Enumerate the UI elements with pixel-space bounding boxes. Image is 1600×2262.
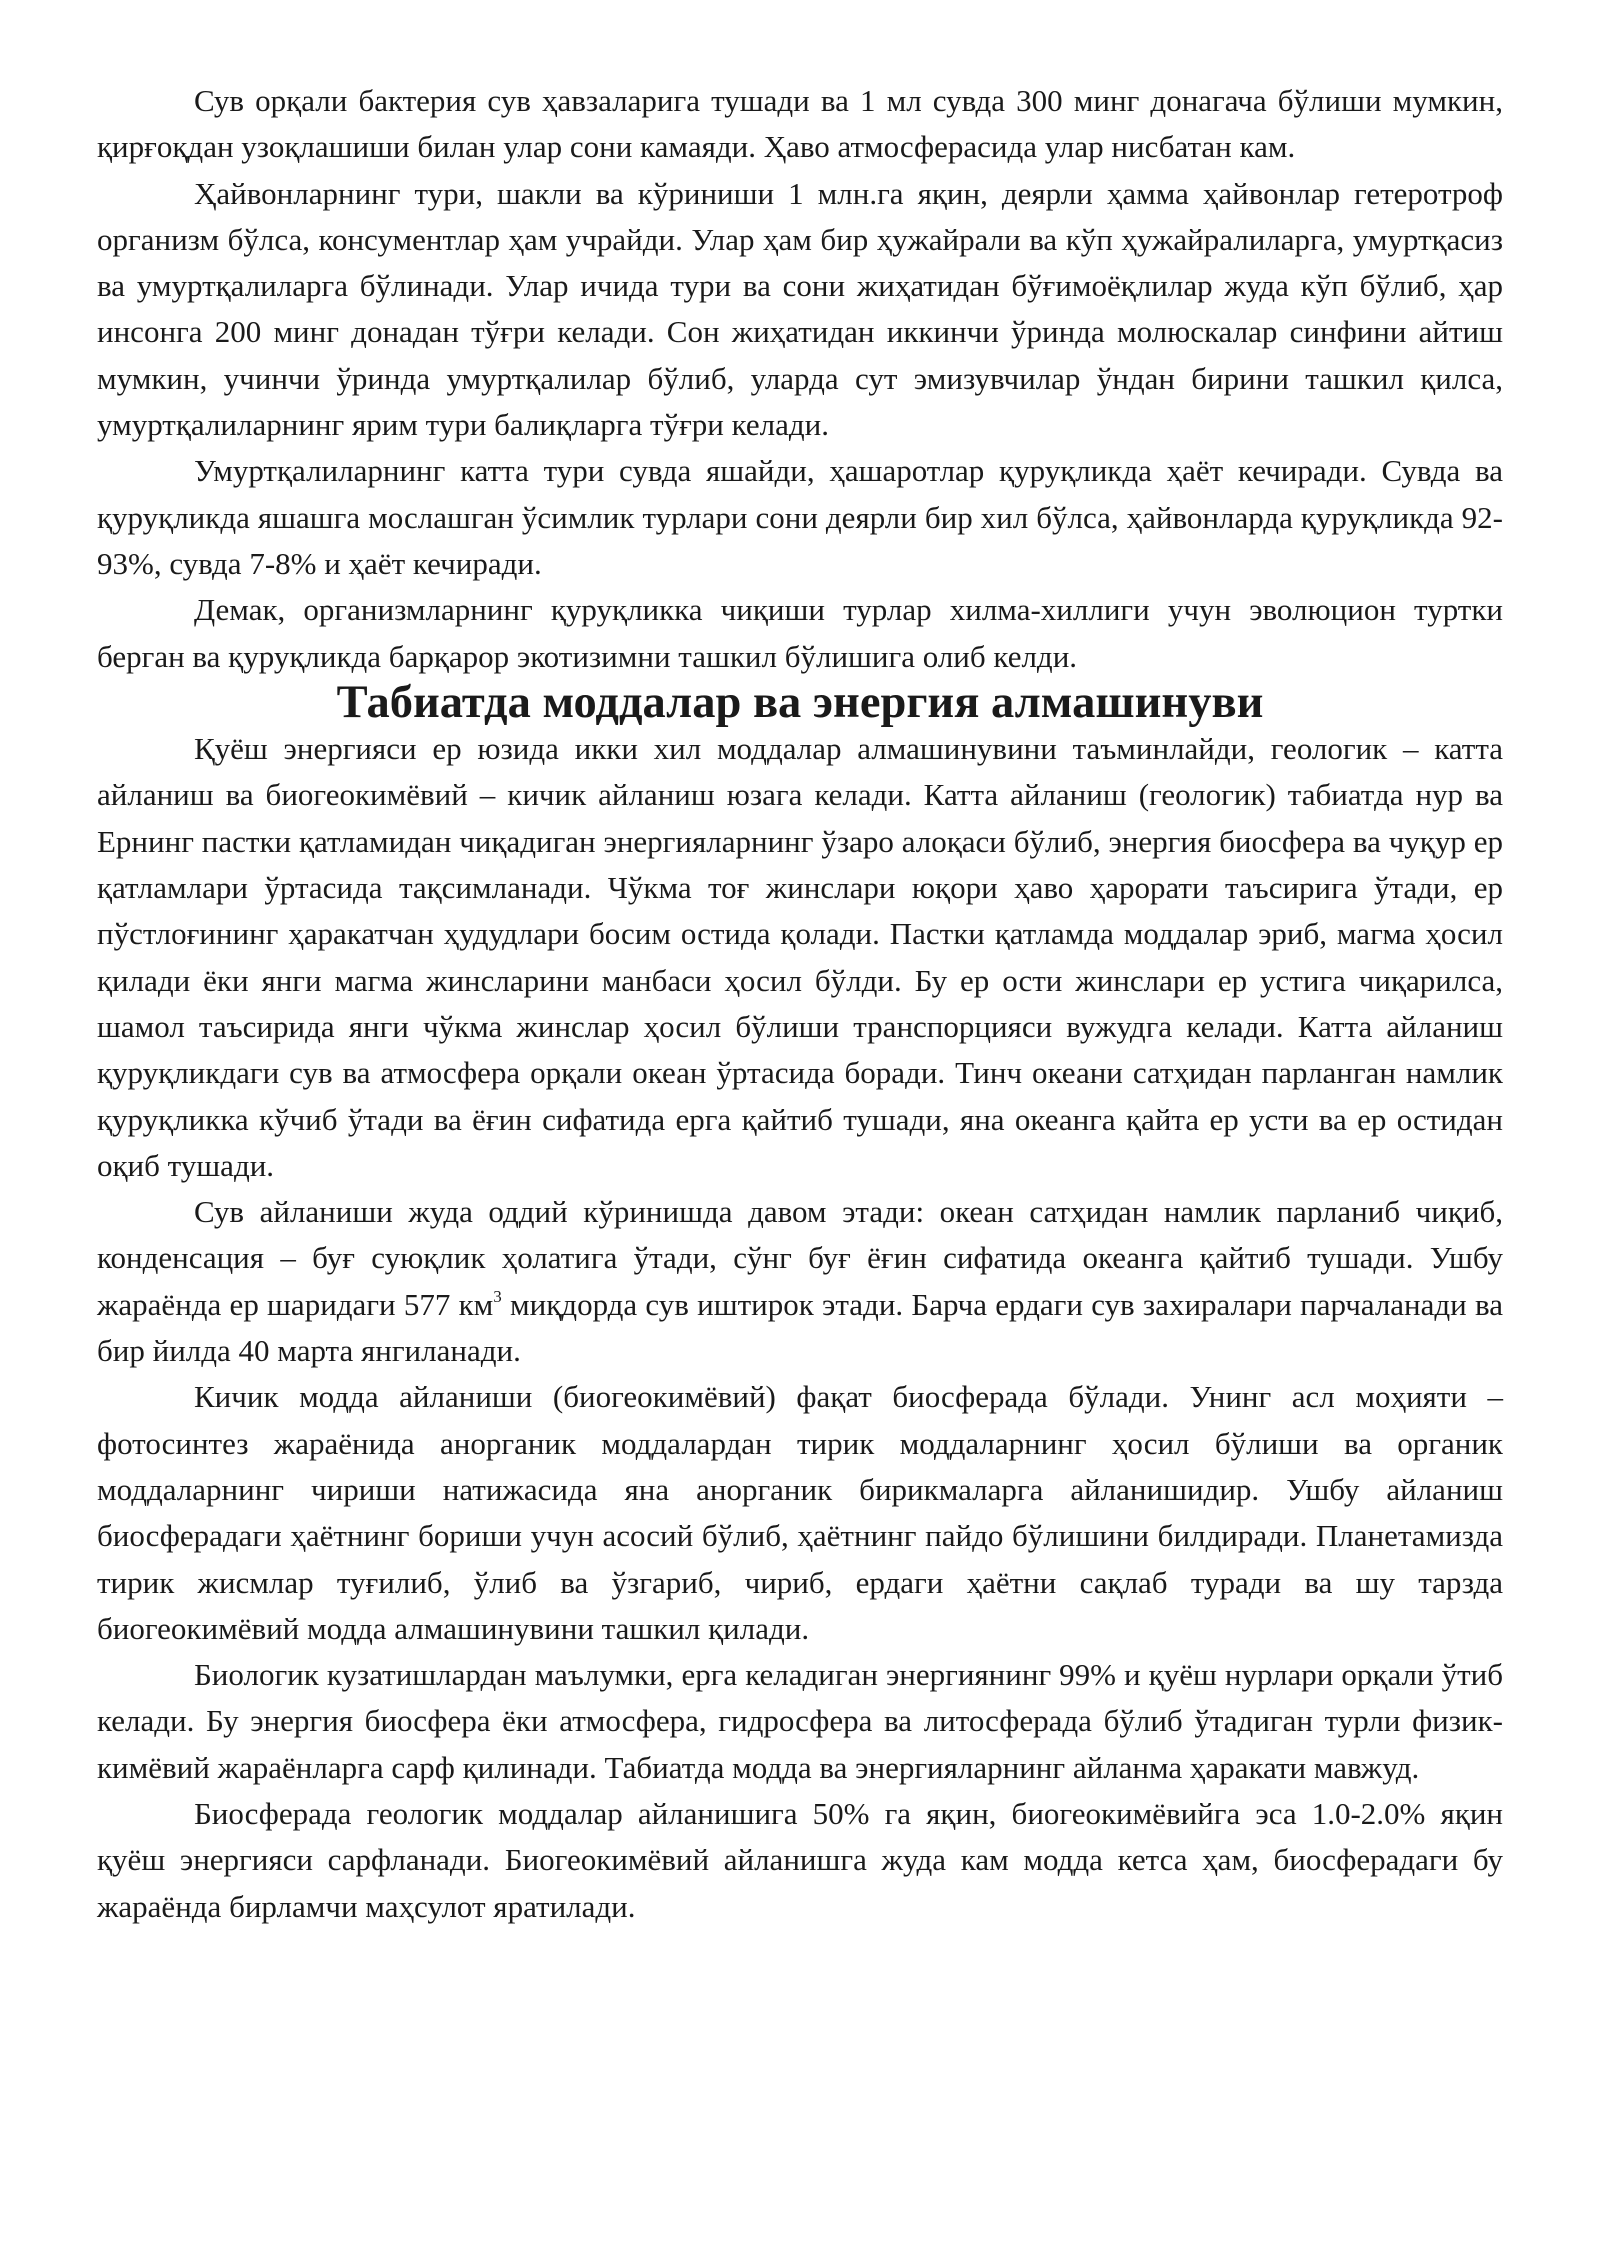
- paragraph-water-cycle: [97, 1189, 1503, 1374]
- paragraph-vertebrates-habitat: Умуртқалиларнинг катта тури сувда яшайди, ҳашаротлар қуруқликда ҳаёт кечиради. Сувда ва қуруқликда яшашга мослашган ўсимлик турлари сони деярли бир хил бўлса, ҳайвонларда қуруқликда 92-93%, сувда 7-8% и ҳаёт кечиради.: [97, 453, 1503, 581]
- paragraph-animal-species: Ҳайвонларнинг тури, шакли ва кўриниши 1 млн.га яқин, деярли ҳамма ҳайвонлар гетеротроф организм бўлса, консументлар ҳам учрайди. Улар ҳам бир ҳужайрали ва кўп ҳужайралиларга, умуртқасиз ва умуртқалиларга бўлинади. Улар ичида тури ва сони жиҳатидан бўғимоёқлилар жуда кўп бўлиб, ҳар инсонга 200 минг донадан тўғри келади. Сон жиҳатидан иккинчи ўринда молюскалар синфини айтиш мумкин, учинчи ўринда умуртқалилар бўлиб, уларда сут эмизувчилар ўндан бирини ташкил қилса, умуртқалиларнинг ярим тури балиқларга тўғри келади.: [97, 175, 1503, 443]
- paragraph-conclusion-evolution: Демак, организмларнинг қуруқликка чиқиши турлар хилма-хиллиги учун эволюцион туртки берган ва қуруқликда барқарор экотизимни ташкил бўлишига олиб келди.: [97, 592, 1503, 674]
- document-page: [97, 78, 1503, 1930]
- paragraph-solar-radiation: Биологик кузатишлардан маълумки, ерга келадиган энергиянинг 99% и қуёш нурлари орқали ўтиб келади. Бу энергия биосфера ёки атмосфера, гидросфера ва литосферада бўлиб ўтадиган турли физик-кимёвий жараёнларга сарф қилинади. Табиатда модда ва энергияларнинг айланма ҳаракати мавжуд.: [97, 1657, 1503, 1785]
- section-heading: Табиатда моддалар ва энергия алмашинуви: [336, 676, 1264, 728]
- paragraph-biosphere-energy: Биосферада геологик моддалар айланишига 50% га яқин, биогеокимёвийга эса 1.0-2.0% яқин қуёш энергияси сарфланади. Биогеокимёвий айланишга жуда кам модда кетса ҳам, биосферадаги бу жараёнда бирламчи маҳсулот яратилади.: [97, 1795, 1503, 1924]
- superscript-cubic: 3: [493, 1286, 502, 1306]
- paragraph-bacteria-water: Сув орқали бактерия сув ҳавзаларига тушади ва 1 мл сувда 300 минг донагача бўлиши мумкин, қирғоқдан узоқлашиши билан улар сони камаяди. Ҳаво атмосферасида улар нисбатан кам.: [97, 83, 1503, 165]
- water-cycle-text-start: Сув айланиши жуда оддий кўринишда давом этади: океан сатҳидан намлик парланиб чиқиб, конденсация – буғ суюқлик ҳолатига ўтади, сўнг буғ ёғин сифатида океанга қайтиб тушади. Ушбу жараёнда ер шаридаги 577 км: [97, 1194, 1503, 1322]
- paragraph-solar-energy-cycles: Қуёш энергияси ер юзида икки хил моддалар алмашинувини таъминлайди, геологик – катта айланиш ва биогеокимёвий – кичик айланиш юзага келади. Катта айланиш (геологик) табиатда нур ва Ернинг пастки қатламидан чиқадиган энергияларнинг ўзаро алоқаси бўлиб, энергия биосфера ва чуқур ер қатламлари ўртасида тақсимланади. Чўкма тоғ жинслари юқори ҳаво ҳарорати таъсирига ўтади, ер пўстлоғининг ҳаракатчан ҳудудлари босим остида қолади. Пастки қатламда моддалар эриб, магма ҳосил қилади ёки янги магма жинсларини манбаси ҳосил бўлди. Бу ер ости жинслари ер устига чиқарилса, шамол таъсирида янги чўкма жинслар ҳосил бўлиши транспорцияси вужудга келади. Катта айланиш қуруқликдаги сув ва атмосфера орқали океан ўртасида боради. Тинч океани сатҳидан парланган намлик қуруқликка кўчиб ўтади ва ёғин сифатида ерга қайтиб тушади, яна океанга қайта ер усти ва ер остидан оқиб тушади.: [97, 731, 1503, 1183]
- paragraph-small-cycle: Кичик модда айланиши (биогеокимёвий) фақат биосферада бўлади. Унинг асл моҳияти – фотосинтез жараёнида анорганик моддалардан тирик моддаларнинг ҳосил бўлиши ва органик моддаларнинг чириши натижасида яна анорганик бирикмаларга айланишидир. Ушбу айланиш биосферадаги ҳаётнинг бориши учун асосий бўлиб, ҳаётнинг пайдо бўлишини билдиради. Планетамизда тирик жисмлар туғилиб, ўлиб ва ўзгариб, чириб, ердаги ҳаётни сақлаб туради ва шу тарзда биогеокимёвий модда алмашинувини ташкил қилади.: [97, 1379, 1503, 1646]
- water-cycle-text-end: миқдорда сув иштирок этади. Барча ердаги сув захиралари парчаланади ва бир йилда 40 марта янгиланади.: [97, 1286, 1503, 1369]
